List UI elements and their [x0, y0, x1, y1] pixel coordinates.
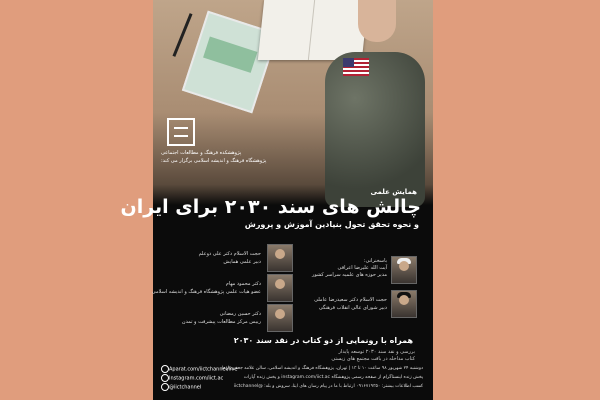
speaker-2-text — [151, 281, 261, 307]
book-title-2: کتاب مداخله در بافت مجتمع های زیستی — [331, 356, 415, 362]
aparat-link-text: Aparat.com/iictchannel/live — [169, 366, 238, 373]
event-title: چالش های سند ۲۰۳۰ برای ایران — [120, 196, 421, 218]
org-line-2: پژوهشگاه فرهنگ و اندیشه اسلامی برگزار می کند: — [161, 158, 267, 164]
event-time-location: دوشنبه ۲۴ شهریور ۹۸ ساعت ۱۰ تا ۱۳ | تهران، پژوهشگاه فرهنگ و اندیشه اسلامی، سالن علامه جعفری(ره) — [221, 366, 423, 371]
speaker-4 — [389, 256, 419, 282]
avatar — [391, 256, 417, 284]
aparat-icon — [161, 365, 169, 373]
avatar — [267, 274, 293, 302]
avatar — [391, 290, 417, 318]
messenger-link[interactable] — [159, 383, 201, 391]
speaker-role: مدیر حوزه های علمیه سراسر کشور — [311, 272, 387, 278]
speaker-role: دبیر علمی همایش — [223, 259, 261, 265]
speaker-name: آیت الله علیرضا اعرافی — [337, 265, 387, 271]
speakers-intro: باسخنرانی: — [363, 258, 387, 264]
instagram-icon — [161, 374, 169, 382]
institute-logo-icon — [167, 118, 195, 146]
speaker-1-text — [161, 251, 261, 277]
instagram-link-text: Instagram.com/iict.ac — [169, 375, 224, 382]
book-launch-headline: همراه با رونمایی از دو کتاب در نقد سند ۲۰۳۰ — [233, 336, 413, 345]
messenger-link-text: @iictchannel — [169, 384, 202, 391]
speaker-5-text — [303, 297, 387, 323]
pen-image — [172, 13, 192, 57]
speaker-2 — [263, 274, 299, 300]
event-type-label: همایش علمی — [370, 188, 417, 196]
avatar — [267, 304, 293, 332]
speaker-3-text — [161, 311, 261, 337]
book-title-1: بررسی و نقد سند ۲۰۳۰ توسعه پایدار — [338, 349, 415, 355]
instagram-link[interactable] — [159, 374, 223, 382]
aparat-link[interactable] — [159, 365, 237, 373]
messenger-icon — [161, 383, 169, 391]
hand-image — [358, 0, 396, 42]
org-line-1: پژوهشکده فرهنگ و مطالعات اجتماعی — [161, 150, 242, 156]
us-flag-patch-icon — [343, 58, 369, 76]
speaker-role: رییس مرکز مطالعات پیشرفت و تمدن — [181, 319, 261, 325]
speaker-role: عضو هیات علمی پژوهشگاه فرهنگ و اندیشه اسلامی — [151, 289, 261, 295]
speaker-3 — [263, 304, 299, 330]
speaker-5 — [389, 290, 419, 316]
poster-photo — [153, 0, 433, 205]
contact-info: کسب اطلاعات بیشتر: ۰۹۱۶۷۱۹۳۵۰ ارتباط با ما در پیام رسان های ایتا، سروش و بله: @iictchannel — [233, 384, 423, 389]
document-image — [258, 0, 368, 60]
speaker-name: دکتر حسین رمضانی — [219, 311, 261, 317]
speaker-4-text — [303, 258, 387, 284]
speaker-name: دکتر محمود مهام — [225, 281, 261, 287]
avatar — [267, 244, 293, 272]
speaker-name: حجت الاسلام دکتر علی ذوعلم — [198, 251, 261, 257]
speaker-name: حجت الاسلام دکتر سعیدرضا عاملی — [314, 297, 387, 303]
military-uniform-image — [325, 52, 425, 207]
event-subtitle: و نحوه تحقق تحول بنیادین آموزش و پرورش — [244, 220, 419, 229]
livestream-info: پخش زنده اینستاگرام از صفحه رسمی پژوهشگاه instagram.com/iict.ac و پخش زنده آپارات — [243, 375, 423, 380]
event-poster — [120, 0, 433, 400]
speaker-role: دبیر شورای عالی انقلاب فرهنگی — [318, 305, 387, 311]
speaker-1 — [263, 244, 299, 270]
